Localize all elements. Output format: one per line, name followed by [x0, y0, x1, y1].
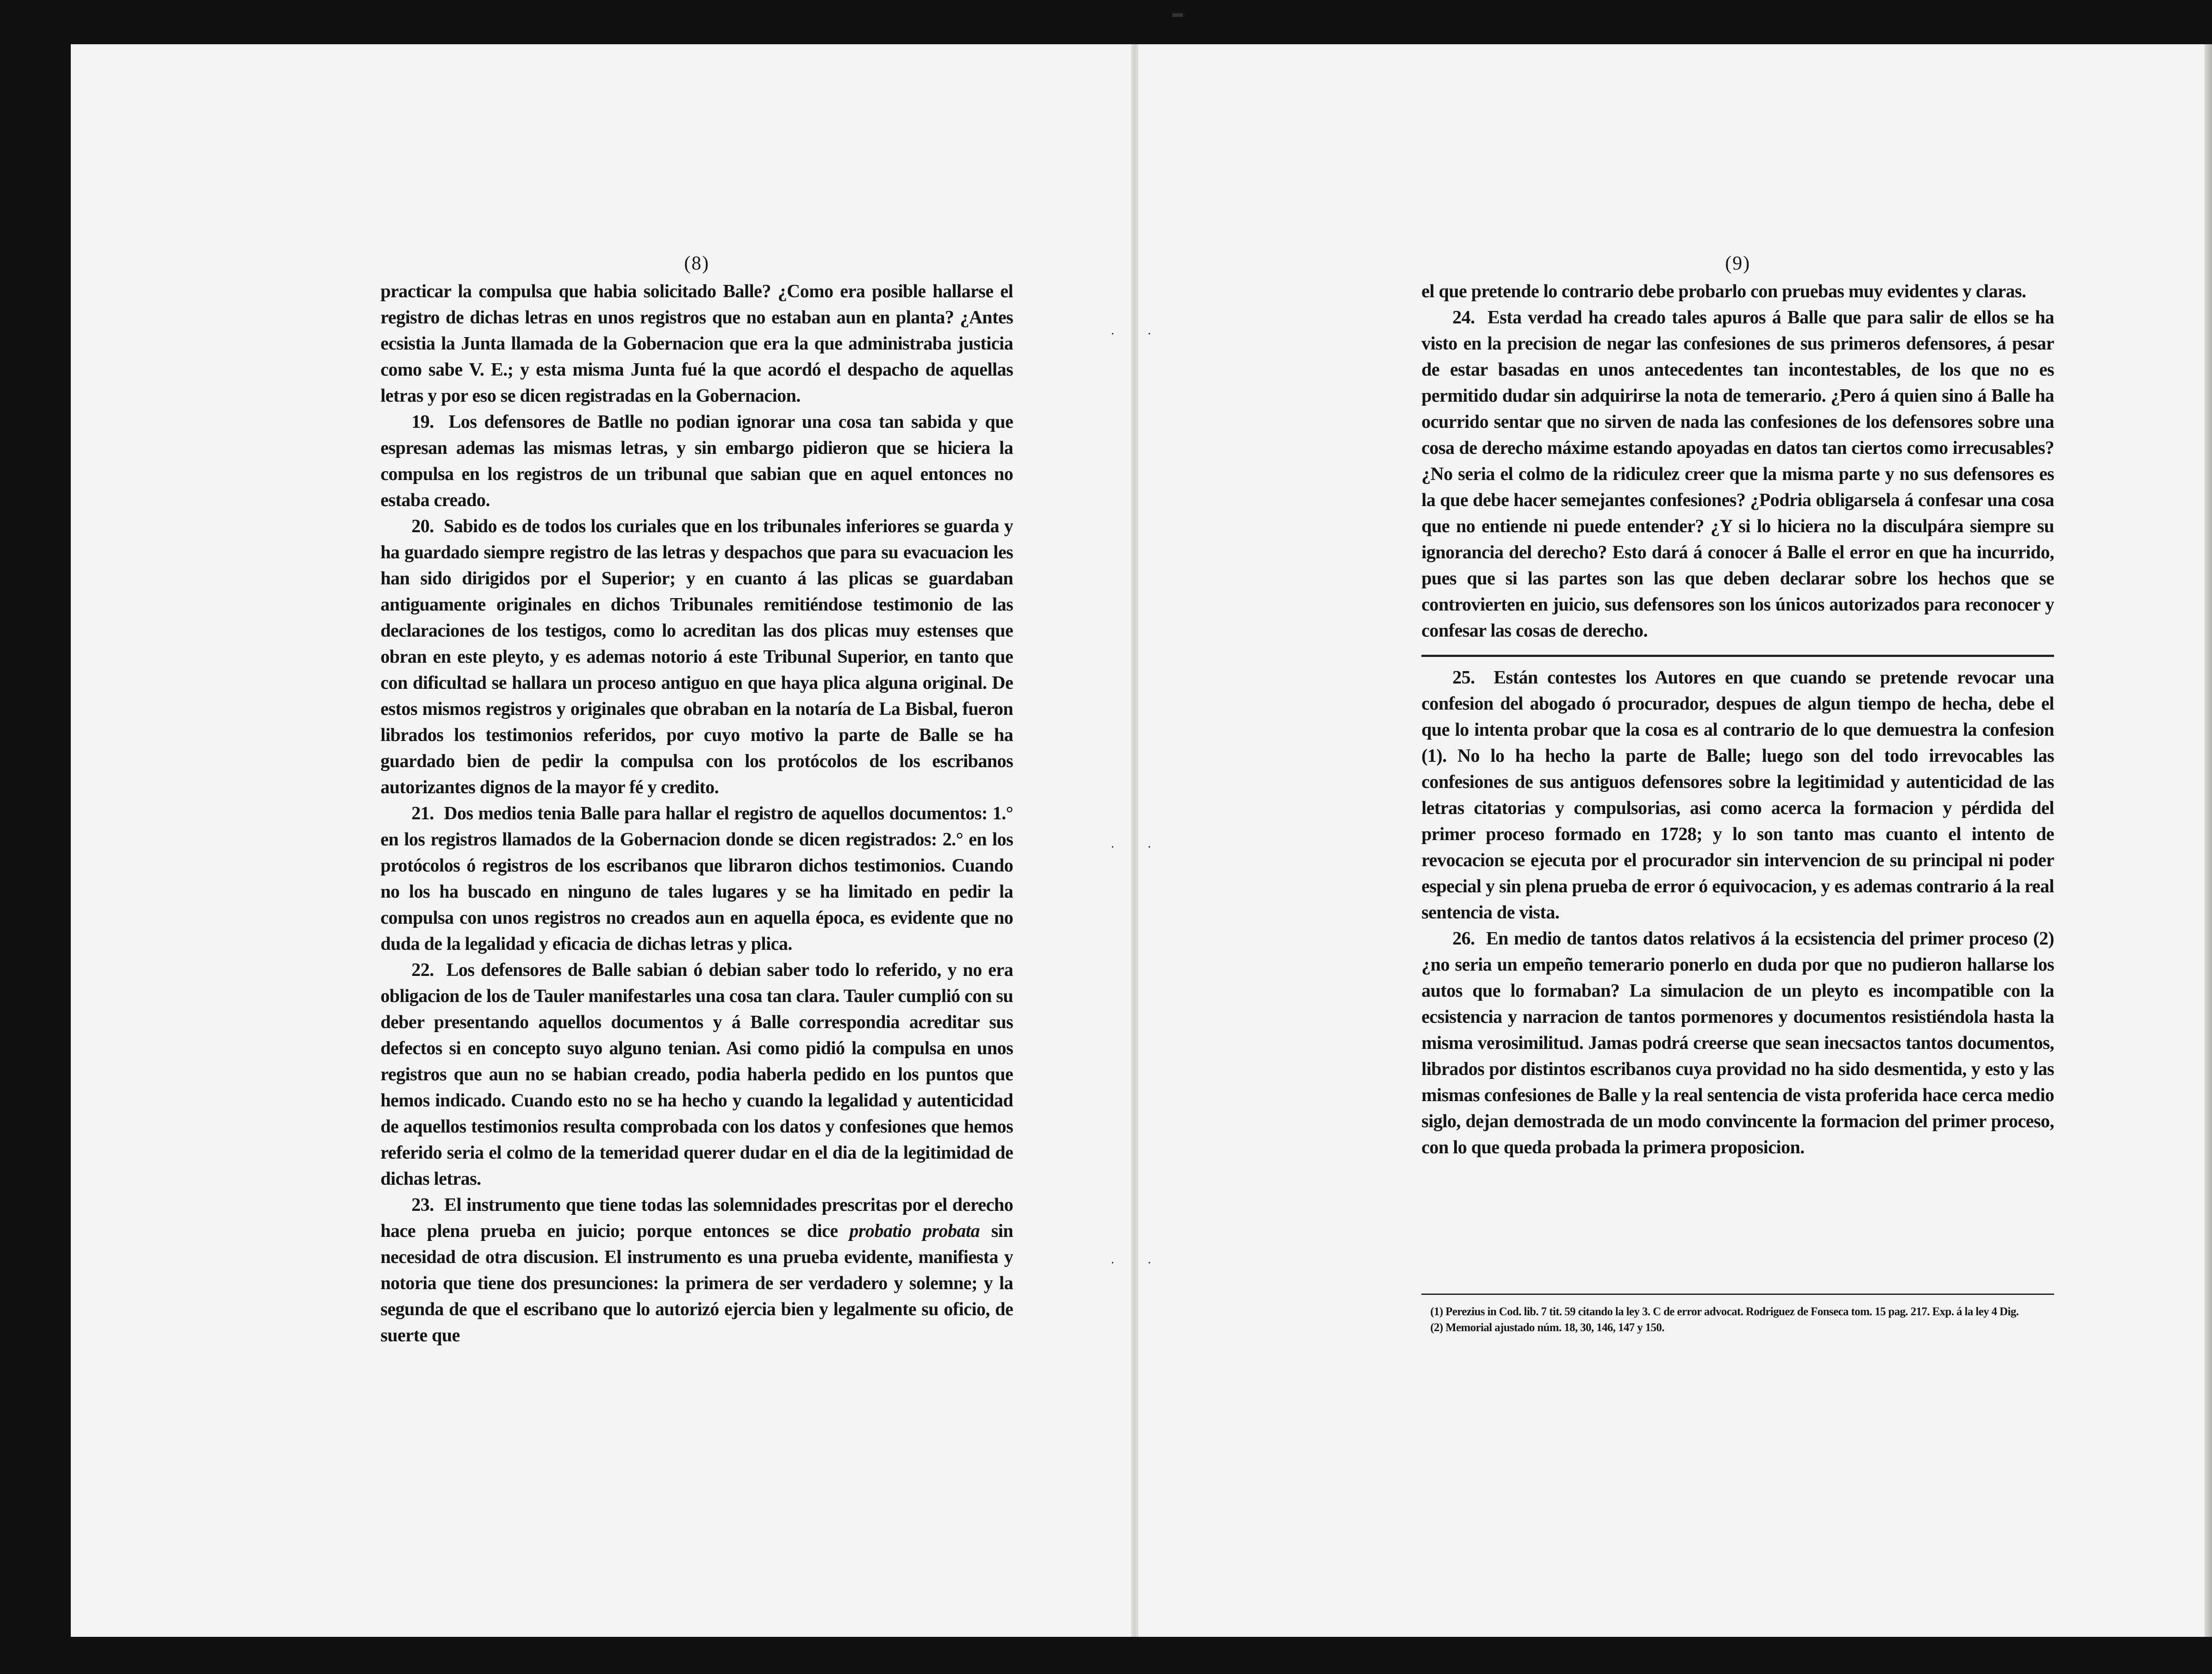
binding-mark: · — [1147, 840, 1152, 854]
paragraph-22 — [380, 957, 1013, 1192]
page-edge — [2204, 44, 2212, 1637]
binding-mark: · — [1147, 1256, 1152, 1270]
paragraph-text: Esta verdad ha creado tales apuros á Balle que para salir de ellos se ha visto en la precision de negar las confesiones de sus primeros defensores, á pesar de estar basadas en unos antecedentes tan incontestables, de los que no es permitido dudar sin adquirirse la nota de temerario. ¿Pero á quien sino á Balle ha ocurrido sentar que no sirven de nada las confesiones de los defensores sobre una cosa de derecho máxime estando apoyadas en datos tan ciertos como irrecusables? ¿No seria el colmo de la ridiculez creer que la misma parte y no sus defensores es la que debe hacer semejantes confesiones? ¿Podria obligarsela á confesar una cosa que no entiende ni puede entender? ¿Y si lo hiciera no la disculpára siempre su ignorancia del derecho? Esto dará á conocer á Balle el error en que ha incurrido, pues que si las partes son las que deben declarar sobre los hechos que se controvierten en juicio, sus defensores son los únicos autorizados para reconocer y confesar las cosas de derecho. — [1421, 307, 2054, 641]
paragraph-number: 19. — [411, 412, 434, 432]
right-text-column — [1421, 248, 2054, 1336]
paragraph-number: 25. — [1452, 668, 1475, 688]
paragraph-continuation: practicar la compulsa que habia solicitado Balle? ¿Como era posible hallarse el registro de dichas letras en unos registros que no estaban aun en planta? ¿Antes ecsistia la Junta llamada de la Gobernacion que era la que administraba justicia como sabe V. E.; y esta misma Junta fué la que acordó el despacho de aquellas letras y por eso se dicen registradas en la Gobernacion. — [380, 281, 1013, 406]
paragraph-number: 26. — [1452, 929, 1475, 949]
paragraph-20 — [380, 514, 1013, 801]
left-text-column — [380, 248, 1013, 1349]
right-page — [1137, 44, 2212, 1637]
binding-mark: · — [1110, 326, 1115, 341]
section-rule — [1421, 655, 2054, 657]
latin-phrase: probatio probata — [849, 1221, 980, 1241]
paragraph-text: Los defensores de Batlle no podian ignorar una cosa tan sabida y que espresan ademas las mismas letras, y sin embargo pidieron que se hiciera la compulsa en los registros de un tribunal que sabian que en aquel entonces no estaba creado. — [380, 412, 1013, 511]
footnotes-rule — [1421, 1294, 2054, 1295]
paragraph-number: 21. — [411, 803, 434, 824]
paragraph-number: 23. — [411, 1195, 434, 1215]
paragraph-25 — [1421, 665, 2054, 926]
paragraph-text-after: sin necesidad de otra discusion. El instrumento es una prueba evidente, manifiesta y notoria que tiene dos presunciones: la primera de ser verdadero y solemne; y la segunda de que el escribano que lo autorizó ejercia bien y legalmente su oficio, de suerte que — [380, 1221, 1013, 1346]
binding-mark: · — [1147, 326, 1152, 341]
paragraph-23 — [380, 1192, 1013, 1349]
page-number-left: (8) — [684, 252, 710, 274]
paragraph-26 — [1421, 926, 2054, 1161]
paragraph-text: Están contestes los Autores en que cuando se pretende revocar una confesion del abogado ó procurador, despues de algun tiempo de hecha, debe el que lo intenta probar que la cosa es al contrario de lo que demuestra la confesion (1). No lo ha hecho la parte de Balle; luego son del todo irrevocables las confesiones de sus antiguos defensores sobre la legitimidad y autenticidad de las letras citatorias y compulsorias, asi como acerca la formacion y pérdida del primer proceso formado en 1728; y lo son tanto mas cuanto el intento de revocacion se ejecuta por el procurador sin intervencion de su principal ni poder especial y sin plena prueba de error ó equivocacion, y es ademas contrario á la real sentencia de vista. — [1421, 668, 2054, 923]
paragraph-text: Dos medios tenia Balle para hallar el registro de aquellos documentos: 1.° en los registros llamados de la Gobernacion donde se dicen registrados: 2.° en los protócolos ó registros de los escribanos que libraron dichos testimonios. Cuando no los ha buscado en ninguno de tales lugares y se ha limitado en pedir la compulsa con unos registros no creados aun en aquella época, es evidente que no duda de la legalidad y eficacia de dichas letras y plica. — [380, 803, 1013, 954]
footnote-1: (1) Perezius in Cod. lib. 7 tit. 59 citando la ley 3. C de error advocat. Rodriguez de Fonseca tom. 15 pag. 217. Exp. á la ley 4 Dig. — [1430, 1305, 2019, 1318]
paragraph-text: Los defensores de Balle sabian ó debian saber todo lo referido, y no era obligacion de los de Tauler manifestarles una cosa tan clara. Tauler cumplió con su deber presentando aquellos documentos y á Balle correspondia acreditar sus defectos si en concepto suyo alguno tenian. Asi como pidió la compulsa en unos registros que aun no se habian creado, podia haberla pedido en los puntos que hemos indicado. Cuando esto no se ha hecho y cuando la legalidad y autenticidad de aquellos testimonios resulta comprobada con los datos y confesiones que hemos referido seria el colmo de la temeridad querer dudar en el dia de la legitimidad de dichas letras. — [380, 960, 1013, 1189]
footnote-2: (2) Memorial ajustado núm. 18, 30, 146, 147 y 150. — [1430, 1321, 1664, 1334]
paragraph-19 — [380, 409, 1013, 514]
paragraph-text: Sabido es de todos los curiales que en los tribunales inferiores se guarda y ha guardado siempre registro de las letras y despachos que para su evacuacion les han sido dirigidos por el Superior; y en cuanto á las plicas se guardaban antiguamente originales en dichos Tribunales remitiéndose testimonio de las declaraciones de los testigos, como lo acreditan las dos plicas muy estenses que obran en este pleyto, y es ademas notorio á este Tribunal Superior, en tanto que con dificultad se hallara un proceso antiguo en que haya plica alguna original. De estos mismos registros y originales que obraban en la notaría de La Bisbal, fueron librados los testimonios referidos, por cuyo motivo la parte de Balle se ha guardado bien de pedir la compulsa con los protócolos de los escribanos autorizantes dignos de la mayor fé y credito. — [380, 516, 1013, 798]
paragraph-continuation: el que pretende lo contrario debe probarlo con pruebas muy evidentes y claras. — [1421, 281, 2026, 302]
book-spread — [71, 44, 2212, 1637]
scan-mark — [1172, 13, 1183, 17]
paragraph-number: 24. — [1452, 307, 1475, 328]
paragraph-21 — [380, 801, 1013, 957]
page-number-right: (9) — [1725, 252, 1751, 274]
paragraph-text-before: El instrumento que tiene todas las solemnidades prescritas por el derecho hace plena prueba en juicio; porque entonces se dice — [380, 1195, 1013, 1241]
footnotes — [1421, 1304, 2054, 1336]
left-page — [71, 44, 1133, 1637]
binding-mark: · — [1110, 840, 1115, 854]
paragraph-number: 22. — [411, 960, 434, 980]
paragraph-number: 20. — [411, 516, 434, 537]
binding-mark: · — [1110, 1256, 1115, 1270]
paragraph-text: En medio de tantos datos relativos á la ecsistencia del primer proceso (2) ¿no seria un empeño temerario ponerlo en duda por que no pudieron hallarse los autos que lo formaban? La simulacion de un pleyto es incompatible con la ecsistencia y narracion de tantos pormenores y documentos resistiéndola hasta la misma verosimilitud. Jamas podrá creerse que sean inecsactos tantos documentos, librados por distintos escribanos cuya providad no ha sido desmentida, y esto y las mismas confesiones de Balle y la real sentencia de vista proferida hace cerca medio siglo, dejan demostrada de un modo convincente la formacion del primer proceso, con lo que queda probada la primera proposicion. — [1421, 929, 2054, 1158]
paragraph-24 — [1421, 305, 2054, 644]
